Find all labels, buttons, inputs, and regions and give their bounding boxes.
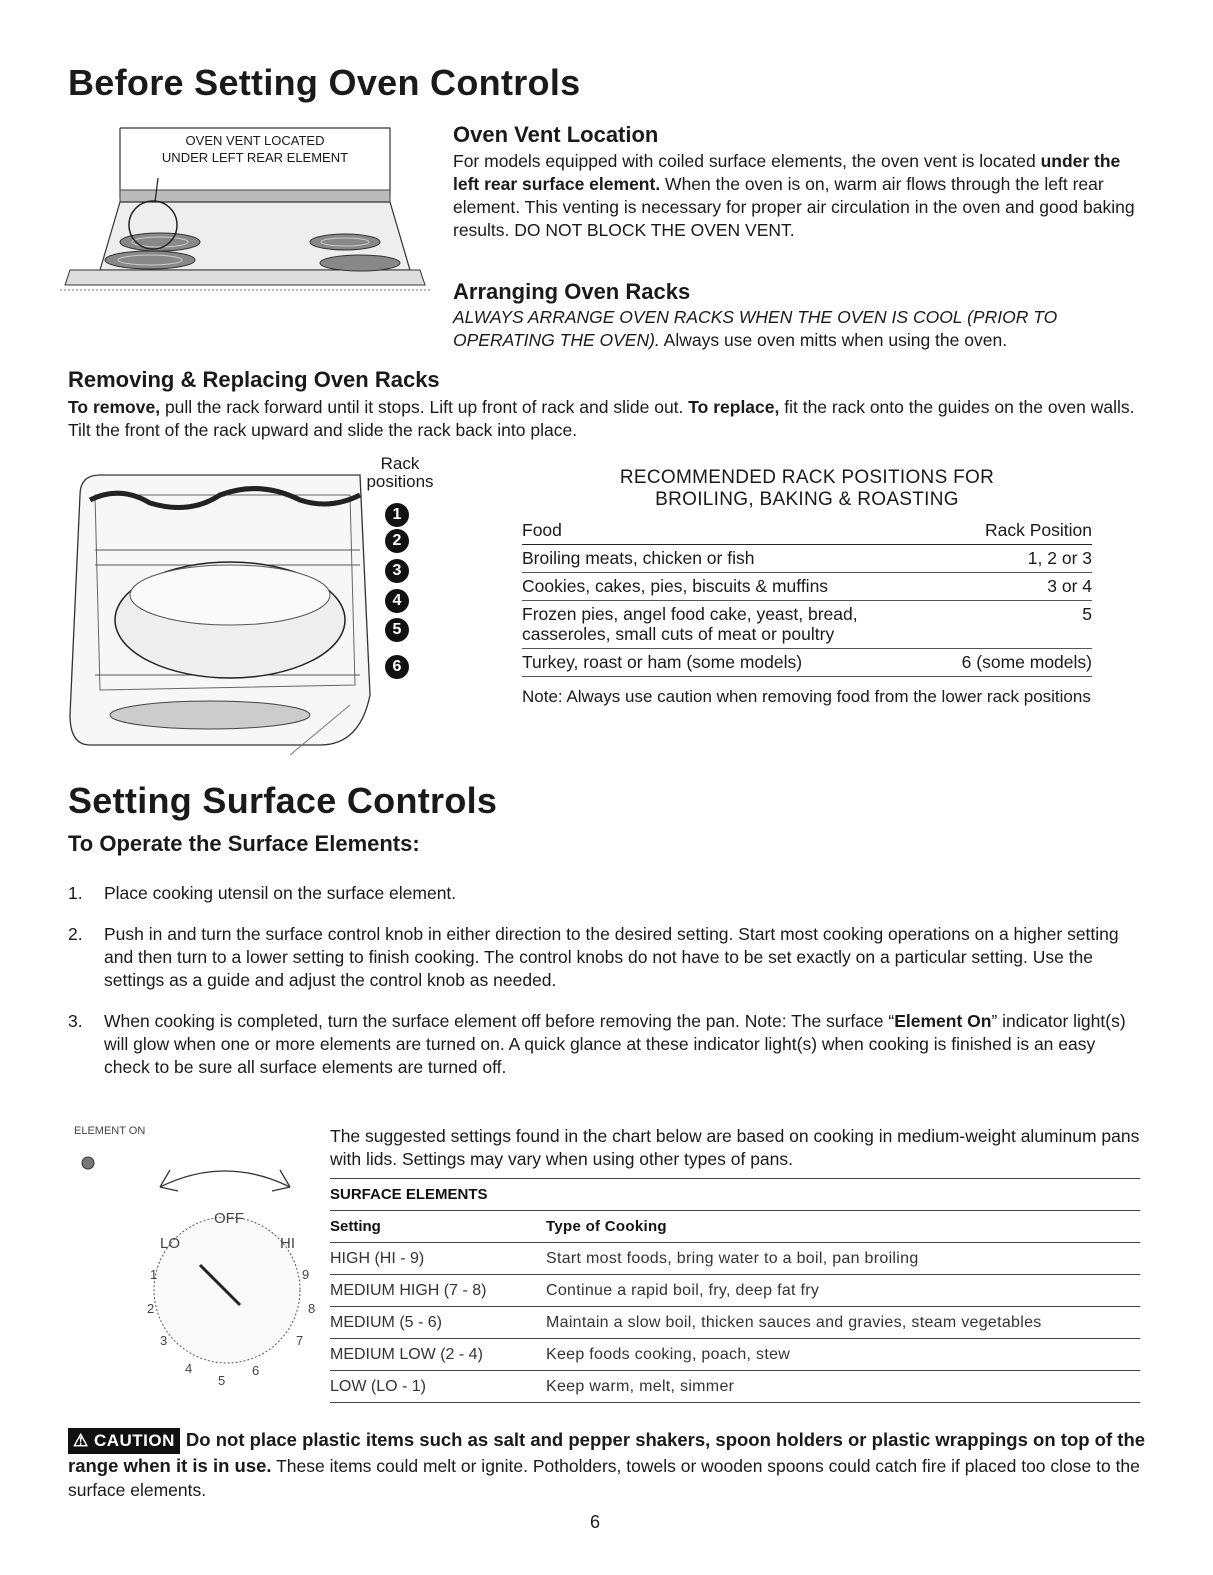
removing-text: To remove, pull the rack forward until it stops. Lift up front of rack and slide out. To replace, fit the rack onto the guides on the oven walls. Tilt the front of the rack upward and slide the rack back into place. <box>68 397 1135 440</box>
rack-food: Frozen pies, angel food cake, yeast, bread, casseroles, small cuts of meat or poultry <box>522 604 858 644</box>
col-type-of-cooking: Type of Cooking <box>546 1211 1140 1243</box>
rack-position-badge: 3 <box>385 559 409 583</box>
rack-position-badge: 1 <box>385 503 409 527</box>
rack-position: 5 <box>1082 604 1092 624</box>
step-1: 1. Place cooking utensil on the surface element. <box>68 883 457 903</box>
knob-number: 7 <box>296 1333 304 1348</box>
rack-position: 3 or 4 <box>1047 576 1092 596</box>
col-food: Food <box>522 520 562 540</box>
step-2: 2. Push in and turn the surface control knob in either direction to the desired setting. Start most cooking operations on a higher setting and then turn to a lower setting to finish cooking. The control knobs do not have to be set exactly on a particular setting. Use the settings as a guide and adjust the control knob as needed. <box>68 924 1119 990</box>
table-row: LOW (LO - 1) Keep warm, melt, simmer <box>330 1371 1140 1403</box>
table-row: HIGH (HI - 9) Start most foods, bring water to a boil, pan broiling <box>330 1243 1140 1275</box>
control-knob-illustration <box>70 1125 330 1395</box>
element-on-label: ELEMENT ON <box>74 1125 146 1137</box>
surface-elements-table <box>330 1178 1140 1403</box>
page-number: 6 <box>590 1512 601 1532</box>
table-row <box>522 601 1092 649</box>
rack-food: Cookies, cakes, pies, biscuits & muffins <box>522 576 829 596</box>
knob-number: 9 <box>302 1267 310 1282</box>
rack-food: Turkey, roast or ham (some models) <box>522 652 803 672</box>
col-setting: Setting <box>330 1211 546 1243</box>
rack-table-header <box>522 517 1092 545</box>
rack-position: 1, 2 or 3 <box>1027 548 1092 568</box>
rack-position-badge: 5 <box>385 618 409 642</box>
knob-number: 4 <box>185 1361 193 1376</box>
table-row: MEDIUM HIGH (7 - 8) Continue a rapid boil, fry, deep fat fry <box>330 1275 1140 1307</box>
step-3: 3. When cooking is completed, turn the surface element off before removing the pan. Note: The surface “Element On” indicator light(s) will glow when one or more elements are turned on. A quick glance at these indicator light(s) when cooking is finished is an easy check to be sure all surface elements are turned off. <box>68 1011 1126 1077</box>
caution-notice: ⚠︎ CAUTION Do not place plastic items such as salt and pepper shakers, spoon holders or plastic wrappings on top of the range when it is in use. These items could melt or ignite. Potholders, towels or wooden spoons could catch fire if placed too close to the surface elements. <box>68 1429 1146 1500</box>
rack-table-title-2: BROILING, BAKING & ROASTING <box>655 489 959 510</box>
oven-vent-heading: Oven Vent Location <box>453 122 659 147</box>
rack-position-badge: 6 <box>385 655 409 679</box>
rack-positions-illustration <box>60 455 440 755</box>
arranging-text: ALWAYS ARRANGE OVEN RACKS WHEN THE OVEN IS COOL (PRIOR TO OPERATING THE OVEN). Always use oven mitts when using the oven. <box>453 307 1058 350</box>
table-row <box>522 649 1092 677</box>
oven-vent-text: For models equipped with coiled surface elements, the oven vent is located under the left rear surface element. When the oven is on, warm air flows through the left rear element. This venting is necessary for proper air circulation in the oven and good baking results. DO NOT BLOCK THE OVEN VENT. <box>453 151 1135 240</box>
surface-intro: The suggested settings found in the chart below are based on cooking in medium-weight aluminum pans with lids. Settings may vary when using other types of pans. <box>330 1126 1140 1169</box>
arranging-heading: Arranging Oven Racks <box>453 279 691 304</box>
knob-number: 8 <box>308 1301 316 1316</box>
rack-position: 6 (some models) <box>961 652 1092 672</box>
rack-note: Note: Always use caution when removing food from the lower rack positions <box>522 687 1091 706</box>
surface-table-caption: SURFACE ELEMENTS <box>330 1179 1140 1211</box>
operate-heading: To Operate the Surface Elements: <box>68 831 420 856</box>
rack-position-badge: 2 <box>385 529 409 553</box>
oven-vent-illustration <box>60 120 430 300</box>
knob-number: 1 <box>150 1267 158 1282</box>
removing-heading: Removing & Replacing Oven Racks <box>68 367 440 392</box>
rack-table <box>522 467 1092 706</box>
knob-number: 6 <box>252 1363 260 1378</box>
knob-off: OFF <box>214 1210 244 1227</box>
rack-food: Broiling meats, chicken or fish <box>522 548 755 568</box>
table-row: MEDIUM (5 - 6) Maintain a slow boil, thicken sauces and gravies, steam vegetables <box>330 1307 1140 1339</box>
page-title: Before Setting Oven Controls <box>68 62 581 103</box>
table-row <box>522 545 1092 573</box>
rack-positions-label: Rack positions <box>366 454 434 491</box>
knob-number: 2 <box>147 1301 155 1316</box>
surface-title: Setting Surface Controls <box>68 780 498 821</box>
rack-position-badge: 4 <box>385 589 409 613</box>
vent-label-line1: OVEN VENT LOCATED <box>185 133 325 148</box>
table-row: MEDIUM LOW (2 - 4) Keep foods cooking, poach, stew <box>330 1339 1140 1371</box>
knob-number: 5 <box>218 1373 226 1388</box>
table-row <box>522 573 1092 601</box>
vent-label-line2: UNDER LEFT REAR ELEMENT <box>161 150 349 165</box>
knob-lo: LO <box>160 1235 181 1252</box>
caution-badge: ⚠︎ CAUTION <box>68 1428 180 1454</box>
col-rack-position: Rack Position <box>985 520 1092 540</box>
steps-list <box>68 882 1143 1093</box>
knob-number: 3 <box>160 1333 168 1348</box>
rack-table-title-1: RECOMMENDED RACK POSITIONS FOR <box>619 467 995 488</box>
knob-hi: HI <box>280 1235 295 1252</box>
